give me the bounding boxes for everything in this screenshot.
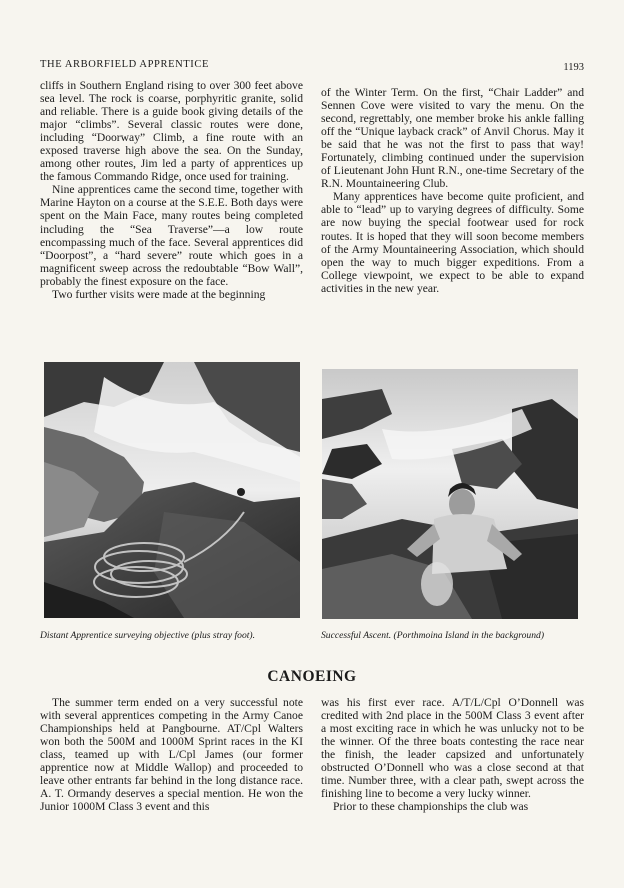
page-number: 1193	[563, 62, 584, 73]
paragraph: Prior to these championships the club was	[333, 800, 529, 814]
article-column-left-top	[40, 79, 303, 301]
canoeing-column-left	[40, 696, 303, 813]
paragraph: Nine apprentices came the second time, together with Marine Hayton on a course at the S.E.E. Both days were spent on the Main Face, many routes being completed including the “Sea Traverse”—a low route encompassing much of the face. Several apprentices did “Doorpost”, a “hard severe” route which goes in a magnificent sweep across the redoubtable “Bow Wall”, probably the finest exposure on the face.	[40, 183, 303, 288]
paragraph: was his first ever race. A/T/L/Cpl O’Donnell was credited with 2nd place in the 500M Class 3 event after a most exciting race in which he was unlucky not to be the winner. Of the three boats contesting the race near the finish, the leader capsized and unfortunately obstructed O’Donnell who was a close second at that time. Number three, with a clear path, swept across the finishing line to become a very lucky winner.	[321, 696, 584, 801]
paragraph: cliffs in Southern England rising to over 300 feet above sea level. The rock is coarse, porphyritic granite, solid and reliable. There is a guide book giving details of the major “climbs”. Several classic routes were done, including “Doorway” Climb, a fine route with an exposed traverse high above the sea. On the Sunday, among other routes, Jim led a party of apprentices up the famous Commando Ridge, once used for training.	[40, 79, 303, 184]
canoeing-column-right	[321, 696, 584, 813]
paragraph: Many apprentices have become quite proficient, and able to “lead” up to varying degrees of difficulty. Some are now buying the special footwear used for rock routes. It is hoped that they will soon become members of the Army Mountaineering Association, which should open the way to much bigger expeditions. From a College viewpoint, we expect to be able to expand activities in the new year.	[321, 190, 584, 295]
article-column-right-top	[321, 86, 584, 295]
paragraph: The summer term ended on a very successful note with several apprentices competing in the Army Canoe Championships held at Pangbourne. AT/Cpl Walters won both the 500M and 1000M Sprint races in the KI class, teamed up with L/Cpl James (our former apprentice now at Middle Wallop) and proceeded to leave other entrants far behind in the long distance race. A. T. Ormandy deserves a special mention. He won the Junior 1000M Class 3 event and this	[40, 696, 303, 814]
section-heading: CANOEING	[267, 668, 357, 685]
photo-caption-right: Successful Ascent. (Porthmoina Island in the background)	[321, 630, 545, 641]
photo-caption-left: Distant Apprentice surveying objective (plus stray foot).	[40, 630, 256, 641]
paragraph: of the Winter Term. On the first, “Chair Ladder” and Sennen Cove were visited to vary the menu. On the second, regrettably, one member broke his ankle falling off the “Unique layback crack” of Anvil Chorus. May it be said that he was not the first to pass that way! Fortunately, climbing continued under the supervision of Lieutenant John Hunt R.N., one-time Secretary of the R.N. Mountaineering Club.	[321, 86, 584, 191]
photo-successful-ascent	[322, 369, 578, 619]
running-head: THE ARBORFIELD APPRENTICE	[40, 59, 210, 70]
photo-cliff-with-rope	[44, 362, 300, 618]
paragraph: Two further visits were made at the beginning	[52, 287, 266, 301]
